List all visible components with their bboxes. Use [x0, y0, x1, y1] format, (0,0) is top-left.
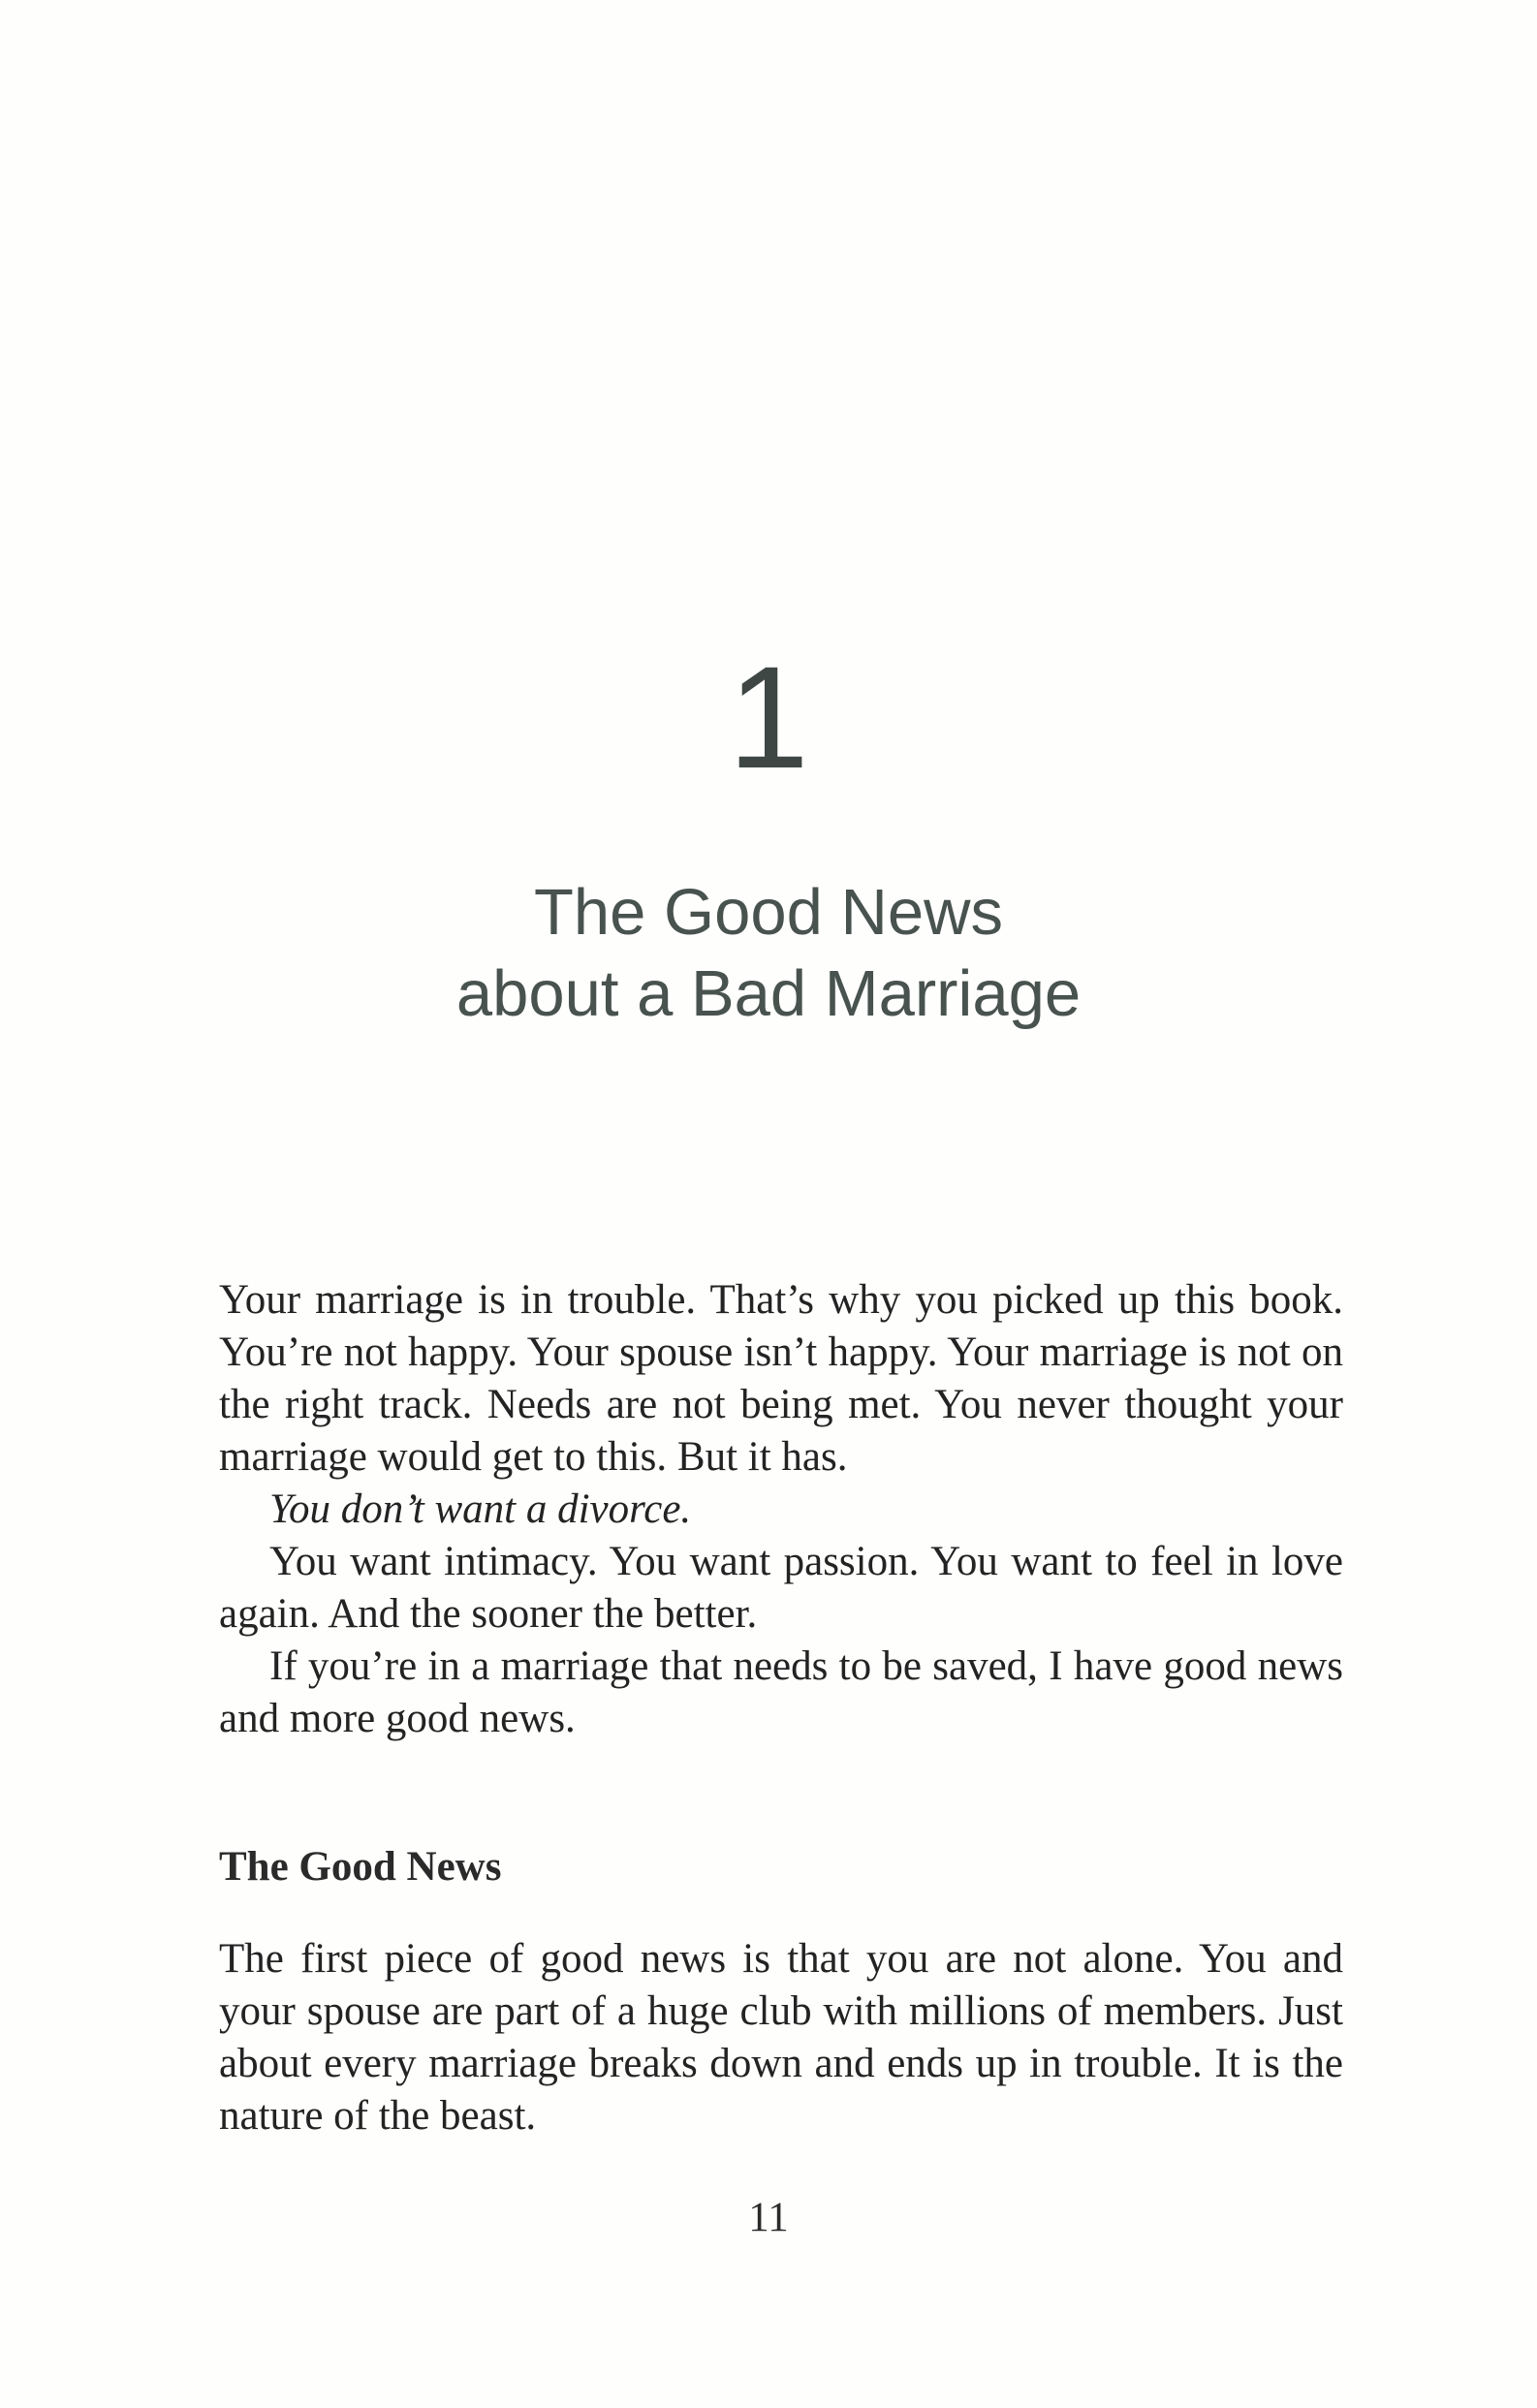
section-text — [219, 1933, 1343, 2142]
section-heading: The Good News — [219, 1844, 502, 1890]
chapter-title-line-2: about a Bad Marriage — [455, 957, 1082, 1030]
chapter-title-line-1: The Good News — [533, 876, 1004, 949]
chapter-number: 1 — [728, 636, 809, 798]
paragraph: The first piece of good news is that you are not alone. You and your spouse are part of a huge club with millions of members. Just about every marriage breaks down and ends up in trouble. It is the nature of the beast. — [219, 1936, 1343, 2139]
paragraph-italic: You don’t want a divorce. — [269, 1486, 692, 1532]
intro-text — [219, 1274, 1343, 1745]
paragraph: Your marriage is in trouble. That’s why you picked up this book. You’re not happy. Your spouse isn’t happy. Your marriage is not on the right track. Needs are not being met. You never thought your marriage would get to this. But it has. — [219, 1277, 1343, 1480]
paragraph: You want intimacy. You want passion. You want to feel in love again. And the sooner the better. — [219, 1539, 1343, 1637]
paragraph: If you’re in a marriage that needs to be saved, I have good news and more good news. — [219, 1643, 1343, 1741]
page-number: 11 — [748, 2195, 789, 2240]
chapter-title — [0, 872, 1537, 1035]
